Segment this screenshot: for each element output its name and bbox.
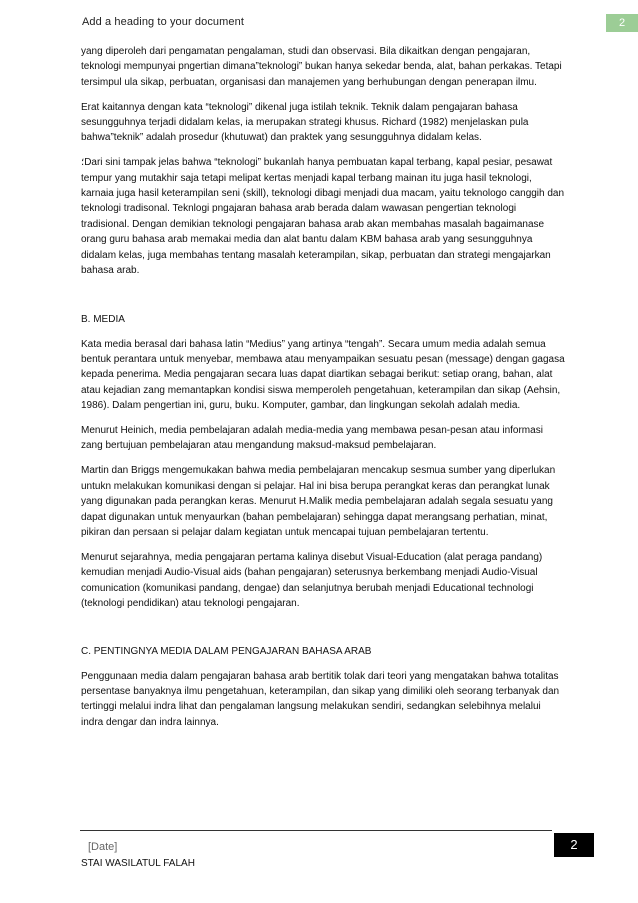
blank-line (81, 621, 565, 644)
document-body (81, 44, 565, 740)
section-heading-pentingnya[interactable]: C. PENTINGNYA MEDIA DALAM PENGAJARAN BAHASA ARAB (81, 645, 372, 657)
paragraph[interactable]: Penggunaan media dalam pengajaran bahasa arab bertitik tolak dari teori yang mengatakan bahwa totalitas persentase banyaknya ilmu pengetahuan, keterampilan, dan sikap yang dimiliki oleh seorang terbanyak dan tertinggi melalui indra lihat dan pengalaman langsung melakukan sendiri, sedangkan selebihnya melalui indra dengar dan indra lainnya. (81, 670, 560, 728)
paragraph[interactable]: Erat kaitannya dengan kata “teknologi” dikenal juga istilah teknik. Teknik dalam pengajaran bahasa sesungguhnya terjadi didalam kelas, ia merupakan strategi khusus. Richard (1982) menjelaskan pula bahwa”teknik” adalah prosedur (khutuwat) dan praktek yang sesungguhnya didalam kelas. (81, 101, 529, 144)
blank-line (81, 288, 565, 312)
footer-page-number: 2 (554, 833, 594, 857)
paragraph[interactable]: ؛Dari sini tampak jelas bahwa “teknologi” bukanlah hanya pembuatan kapal terbang, kapal pesiar, pesawat tempur yang mutakhir saja tetapi melipat kertas menjadi kapal terbang mainan itu juga hasil teknologi, karnaia juga hasil keterampilan seni (skill), teknologi dibagi menjadi dua macam, yaitu teknologo canggih dan teknologi tradisonal. Teknlogi pngajaran bahasa arab berada dalam wawasan pengertian teknologi tradisional. Dengan demikian teknologi pengajaran bahasa arab akan membahas masalah bagaimanase orang guru bahasa arab memakai media dan alat bantu dalam KBM bahasa arab yang sesungguhnya didalam kelas, juga membahas tentang masalah keterampilan, sikap, perbuatan dan strategi mengajarkan bahasa arab. (81, 157, 565, 277)
footer-date[interactable]: [Date] (88, 841, 118, 853)
header-page-number: 2 (606, 14, 638, 32)
paragraph[interactable]: Menurut sejarahnya, media pengajaran pertama kalinya disebut Visual-Education (alat peraga pandang) kemudian menjadi Audio-Visual aids (bahan pengajaran) seterusnya berkembang menjadi Audio-Visual comunication (komunikasi pandang, dengae) dan selanjutnya berubah menjadi Educational technologi (teknologi pendidikan) atau teknologi pengajaran. (81, 551, 543, 609)
paragraph[interactable]: Menurut Heinich, media pembelajaran adalah media-media yang membawa pesan-pesan atau informasi zang bertujuan pembelajaran atau mengandung maksud-maksud pembelajaran. (81, 425, 543, 452)
paragraph[interactable]: Martin dan Briggs mengemukakan bahwa media pembelajaran mencakup sesmua sumber yang diperlukan untukn melakukan komunikasi dengan si pelajar. Hal ini bisa berupa perangkat keras dan perangkat lunak yang digunakan pada perangkan keras. Menurut H.Malik media pembelajaran adalah segala sesuatu yang dapat digunakan untuk menyaurkan (bahan pembelajaran) sehingga dapat merangsang perhatian, minat, pikiran dan persaan si pelajar dalam kegiatan untuk mencapai tujuan pembelajaran tertentu. (81, 465, 556, 538)
header-title[interactable]: Add a heading to your document (82, 16, 245, 28)
section-heading-media[interactable]: B. MEDIA (81, 313, 125, 325)
footer-divider (80, 830, 552, 831)
paragraph[interactable]: Kata media berasal dari bahasa latin “Medius” yang artinya “tengah”. Secara umum media adalah semua bentuk perantara untuk menyebar, membawa atau menyampaikan sesuatu pesan (message) dengan gagasa kepada penerima. Media pengajaran secara luas dapat diartikan sebagai berikut: setiap orang, bahan, alat atau kejadian zang memantapkan kondisi siswa memperoleh pengetahuan, keterampilan dan sikap (Aehsin, 1986). Dalam pengertian ini, guru, buku. Komputer, gambar, dan lingkungan sekolah adalah media. (81, 338, 565, 412)
footer-organization[interactable]: STAI WASILATUL FALAH (81, 858, 195, 869)
paragraph[interactable]: yang diperoleh dari pengamatan pengalaman, studi dan observasi. Bila dikaitkan dengan pengajaran, teknologi mempunyai pngertian dimana”teknologi” bukan hanya sekedar benda, alat, bahan perkakas. Tetapi tersimpul ula sikap, perbuatan, organisasi dan manajemen yang berhubungan dengan penerapan ilmu. (81, 46, 562, 88)
page-header (0, 0, 638, 44)
